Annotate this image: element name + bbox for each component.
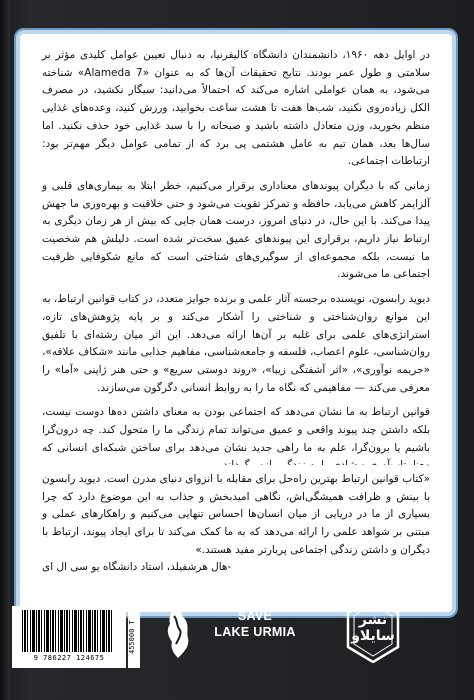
barcode-digits: 9 786227 124675 [33, 654, 105, 662]
endorsement-quote [42, 465, 430, 599]
quote-attribution: -هال هرشفیلد، استاد دانشگاه یو سی ال ای [42, 560, 232, 573]
body-paragraph-2: زمانی که با دیگران پیوندهای معناداری برقرار می‌کنیم، خطر ابتلا به بیماری‌های قلبی و آلزایمر کاهش می‌یابد، حافظه و تمرکز تقویت می‌شود و حتی خلاقیت و بهره‌وری ما جهش پیدا می‌کند. با این حال، در دنیای امروز، درست همان جایی که بیش از هر زمان دیگری به ارتباط نیاز داریم، برقراری این پیوندهای عمیق سخت‌تر شده است. دلیلش هم شخصیت ما نیست، بلکه مجموعه‌ای از سوگیری‌های شناختی است که مانع شکوفایی ظرفیت اجتماعی ما می‌شوند. [42, 179, 430, 281]
save-line: SAVE [237, 609, 273, 623]
price-code: 455000 T [128, 606, 140, 668]
body-paragraph-1: در اوایل دهه ۱۹۶۰، دانشمندان دانشگاه کالیفرنیا، به دنبال تعیین عوامل کلیدی مؤثر بر سلامتی و طول عمر بودند. نتایج تحقیقات آن‌ها که به عنوان «Alameda 7» شناخته می‌شود، به همان عواملی اشاره می‌کند که احتمالاً می‌دانید: سیگار نکشید، در مصرف الکل زیاده‌روی نکنید، شب‌ها هفت تا هشت ساعت بخوابید، ورزش کنید، وعده‌های غذایی منظم بخورید، وزن متعادل داشته باشید و صبحانه را با سبد غذایی خود حذف نکنید. اما سال‌ها بعد، همان تیم به عامل هشتمی پی برد که از تمامی عوامل دیگر مهم‌تر بود: ارتباطات اجتماعی. [42, 49, 431, 168]
lake-urmia-line: LAKE URMIA [214, 625, 296, 639]
body-paragraph-4: قوانین ارتباط به ما نشان می‌دهد که اجتماعی بودن به معنای داشتن ده‌ها دوست نیست، بلکه داشتن چند پیوند واقعی و عمیق می‌تواند تمام زندگی ما را متحول کند. چه درون‌گرا باشیم یا برون‌گرا، علم به ما راهی جدید نشان می‌دهد برای ساختن شبکه‌ای انسانی که [42, 406, 430, 454]
barcode-bars [22, 610, 114, 652]
lake-urmia-icon [160, 602, 194, 660]
publisher-name: نشر سایلاو [351, 612, 395, 644]
isbn-barcode [12, 606, 126, 668]
text-panel [20, 34, 452, 612]
quote-text: «کتاب قوانین ارتباط بهترین راه‌حل برای مقابله با انزوای دنیای مدرن است. دیوید رابسون با بینش و ظرافت همیشگی‌اش، نگاهی امیدبخش و جذاب به این موضوع دارد که چرا بسیاری از ما در دریایی از میان انسان‌ها احساس تنهایی می‌کنیم و راهکارهای عملی و مبتنی بر شواهد علمی را ارائه می‌دهد که به ما کمک می‌کند تا برای ایجاد پیوند، ارتباط با دیگران و داشتن زندگی اجتماعی پربارتر مفید هستند.» [42, 473, 430, 556]
cover-spine-edge [0, 0, 10, 700]
body-paragraph-3: دیوید رابسون، نویسنده برجسته آثار علمی و برنده جوایز متعدد، در کتاب قوانین ارتباط، به این موانع روان‌شناختی و شناختی را آشکار می‌کند و بر پایه پژوهش‌های تازه، استراتژی‌های علمی برای غلبه بر آن‌ها ارائه می‌دهد. این اثر میان رشته‌ای با تلفیق روان‌شناسی، علوم اعصاب، فلسفه و جامعه‌شناسی، مفاهیم جذابی مانند «شکاف علاقه»، «جریمه نوآوری»، «اثر آشفتگی زیبا»، «روند دوستی سریع» و حتی هنر ژاپنی «آما» را معرفی می‌کند — مفاهیمی که نگاه ما را به روابط انسانی دگرگون می‌سازند. [42, 293, 430, 394]
save-lake-urmia-text [200, 608, 310, 640]
